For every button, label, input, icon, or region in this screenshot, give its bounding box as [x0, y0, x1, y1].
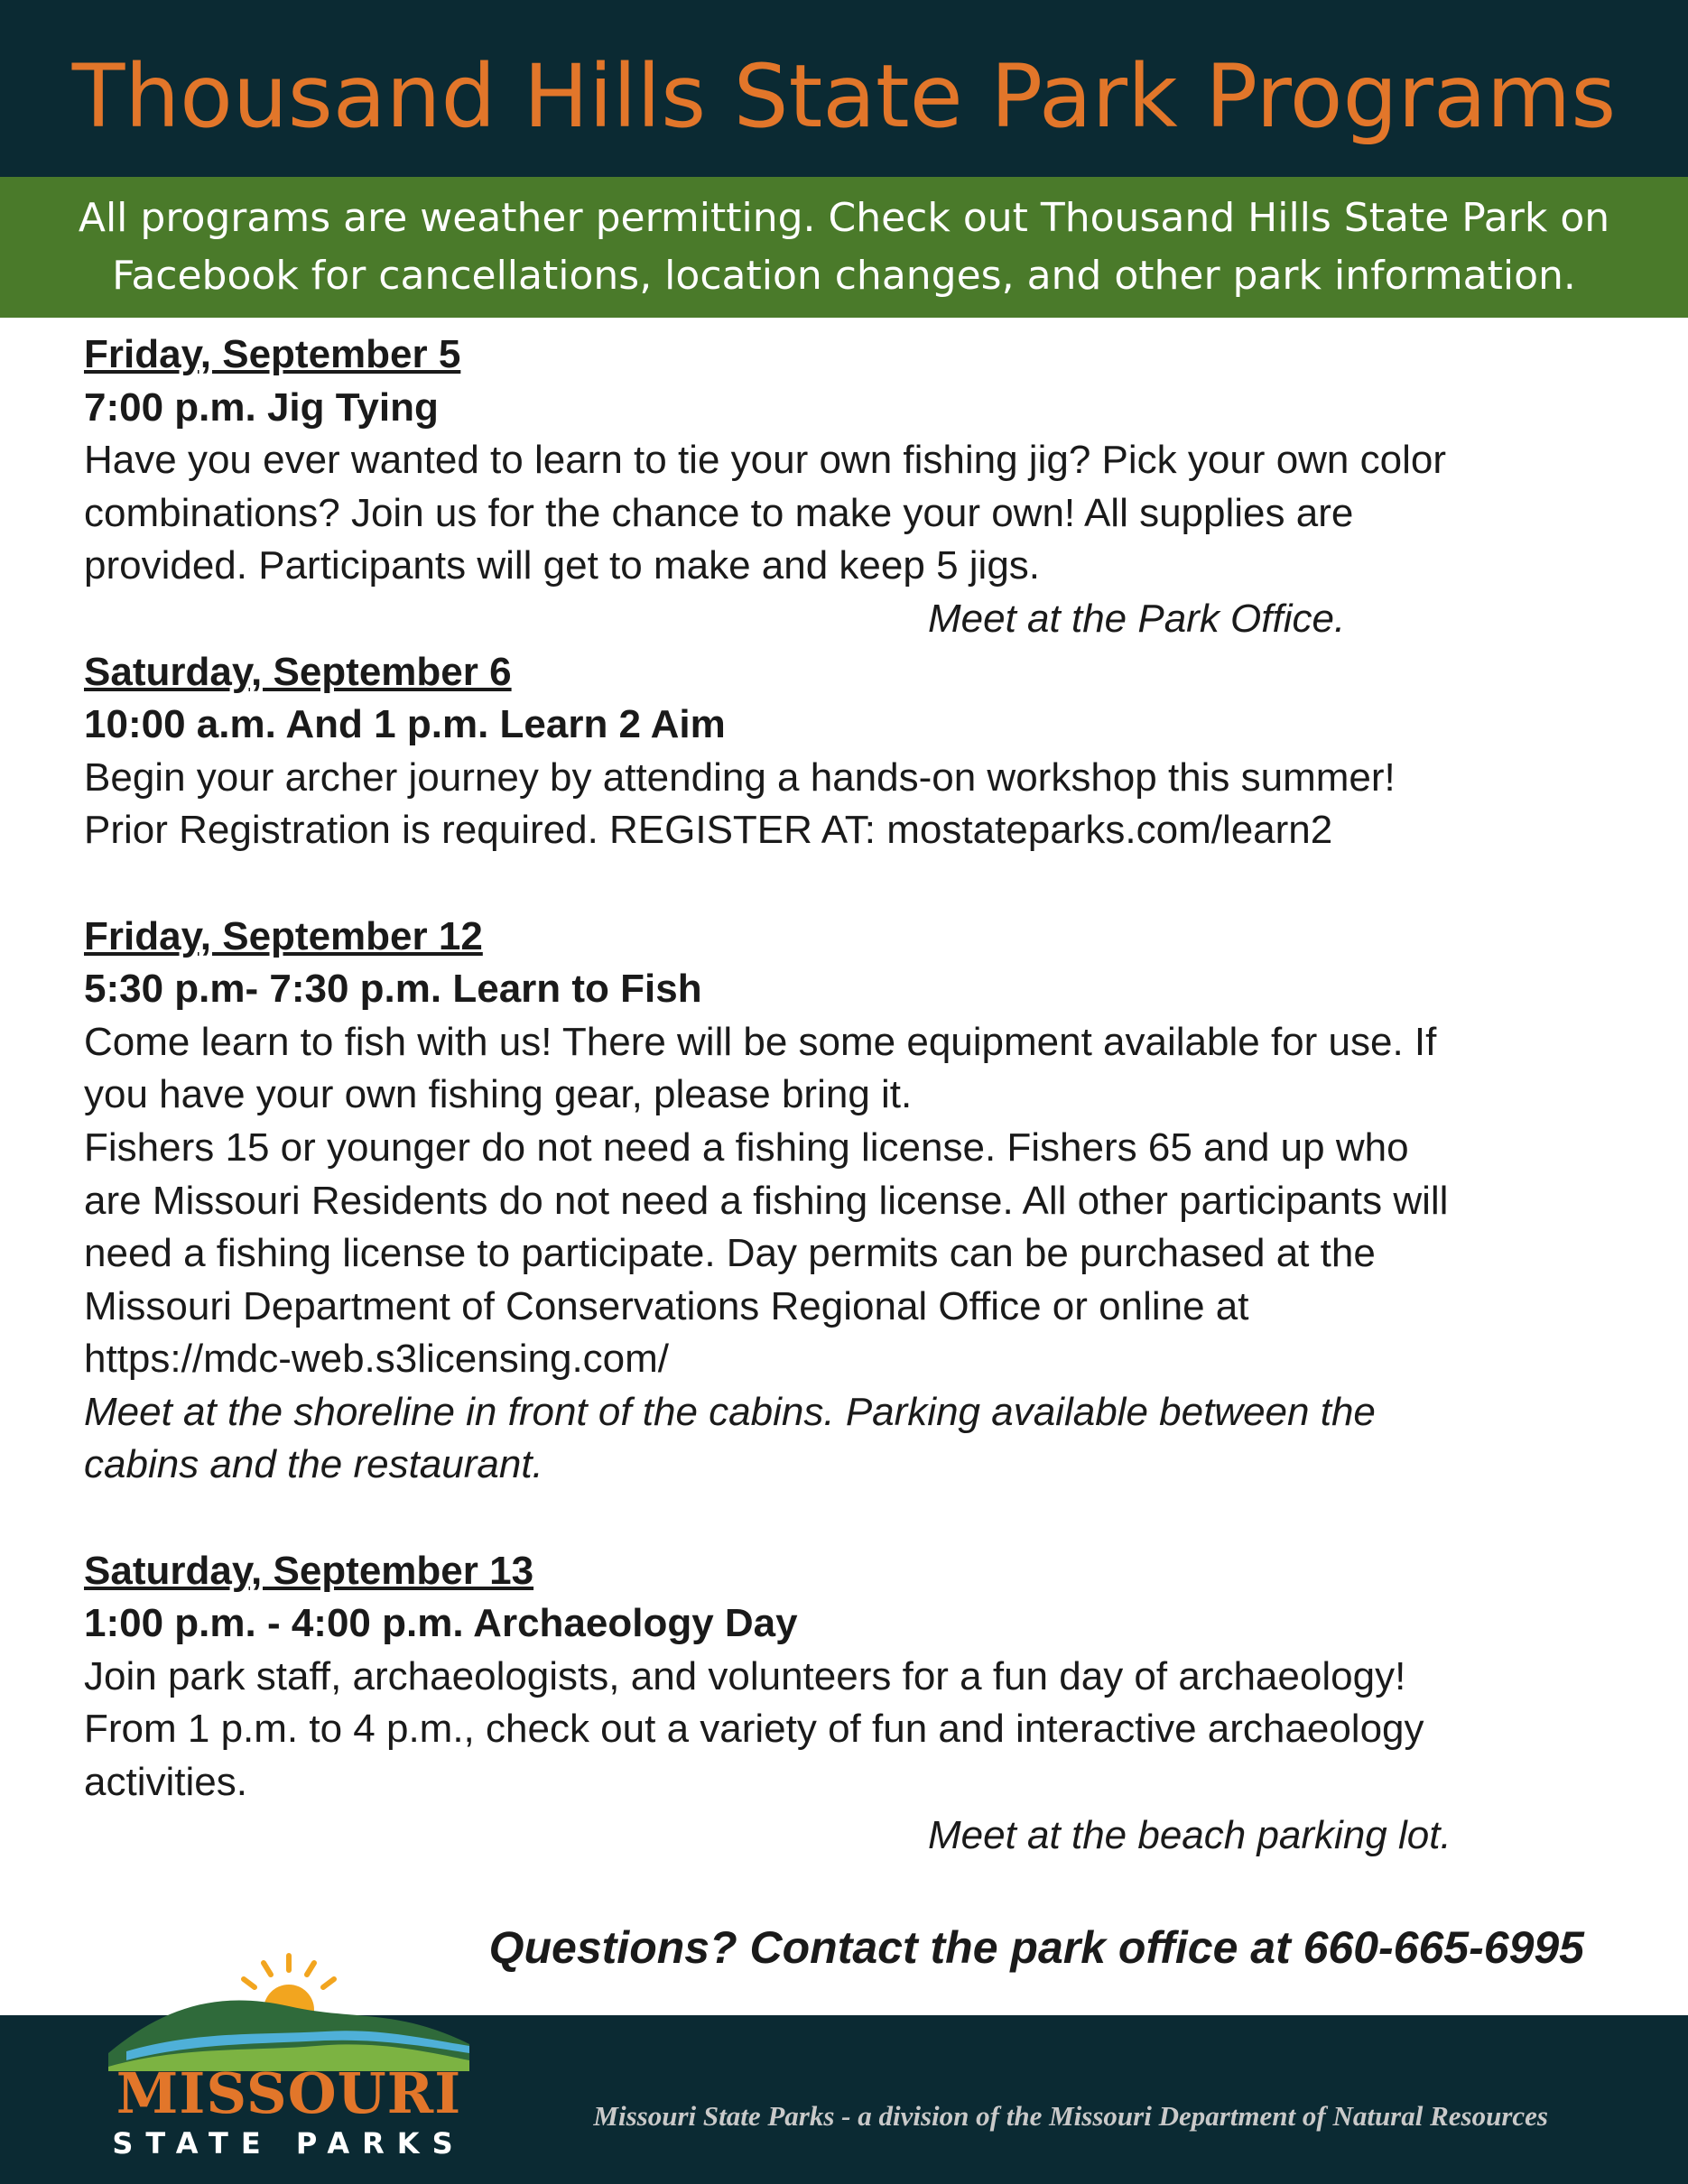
event-jig-tying [84, 329, 1618, 646]
contact-info: Questions? Contact the park office at 660-665-6995 [488, 1922, 1584, 1973]
weather-notice-banner [0, 177, 1688, 318]
event-description-line: From 1 p.m. to 4 p.m., check out a variety of fun and interactive archaeology [84, 1707, 1424, 1752]
event-description-line: Begin your archer journey by attending a hands-on workshop this summer! [84, 754, 1396, 800]
event-time-title: 5:30 p.m- 7:30 p.m. Learn to Fish [84, 967, 702, 1012]
event-time-title: 1:00 p.m. - 4:00 p.m. Archaeology Day [84, 1601, 798, 1646]
footer-division-text: Missouri State Parks - a division of the Missouri Department of Natural Resources [593, 2100, 1548, 2132]
event-location: cabins and the restaurant. [84, 1442, 543, 1487]
event-description-line: Join park staff, archaeologists, and volunteers for a fun day of archaeology! [84, 1653, 1406, 1698]
event-description-line: combinations? Join us for the chance to make your own! All supplies are [84, 490, 1354, 535]
missouri-state-parks-logo [108, 1945, 469, 2179]
event-learn-to-fish [84, 911, 1618, 1493]
event-description-line: Come learn to fish with us! There will be some equipment available for use. If [84, 1019, 1437, 1064]
spacer [84, 857, 1618, 911]
spacer [84, 1492, 1618, 1545]
event-location: Meet at the shoreline in front of the cabins. Parking available between the [84, 1389, 1376, 1434]
event-description-line: you have your own fishing gear, please bring it. [84, 1072, 913, 1117]
banner-line-2: Facebook for cancellations, location changes, and other park information. [112, 253, 1576, 299]
event-location: Meet at the beach parking lot. [928, 1812, 1451, 1857]
event-description-line: are Missouri Residents do not need a fishing license. All other participants will [84, 1178, 1449, 1223]
event-description-line: Fishers 15 or younger do not need a fishing license. Fishers 65 and up who [84, 1124, 1409, 1170]
license-link[interactable]: https://mdc-web.s3licensing.com/ [84, 1337, 670, 1382]
event-description-line: Prior Registration is required. REGISTER AT: mostateparks.com/learn2 [84, 808, 1333, 853]
page-header [0, 0, 1688, 177]
hills-sun-icon [108, 1945, 469, 2071]
event-learn-2-aim [84, 646, 1618, 857]
event-location: Meet at the Park Office. [928, 596, 1346, 641]
program-list [84, 329, 1618, 1862]
event-description-line: Missouri Department of Conservations Regional Office or online at [84, 1283, 1249, 1328]
event-date: Friday, September 5 [84, 332, 461, 376]
event-date: Friday, September 12 [84, 913, 483, 958]
event-time-title: 7:00 p.m. Jig Tying [84, 384, 439, 430]
event-description-line: activities. [84, 1760, 247, 1805]
event-date: Saturday, September 13 [84, 1548, 534, 1593]
logo-subtitle: STATE PARKS [112, 2126, 466, 2161]
banner-line-1: All programs are weather permitting. Check out Thousand Hills State Park on [78, 195, 1610, 241]
event-time-title: 10:00 a.m. And 1 p.m. Learn 2 Aim [84, 702, 726, 747]
event-description-line: need a fishing license to participate. Day permits can be purchased at the [84, 1231, 1376, 1276]
logo-wordmark: MISSOURI [116, 2060, 462, 2126]
event-archaeology-day [84, 1545, 1618, 1863]
event-description-line: Have you ever wanted to learn to tie your own fishing jig? Pick your own color [84, 438, 1446, 483]
event-description-line: provided. Participants will get to make and keep 5 jigs. [84, 543, 1041, 588]
page-title: Thousand Hills State Park Programs [71, 46, 1617, 147]
event-date: Saturday, September 6 [84, 649, 512, 694]
